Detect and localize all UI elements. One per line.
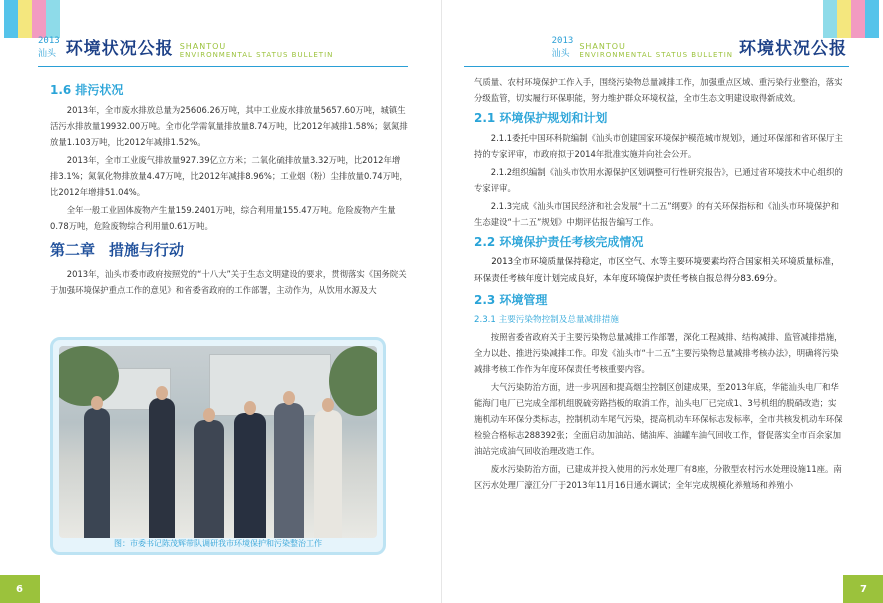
chapter-number: 第二章 (50, 241, 96, 259)
header-rule (38, 66, 408, 67)
section-title: 2.3 环境管理 (474, 293, 548, 307)
paragraph: 2013全市环境质量保持稳定，市区空气、水等主要环境要素均符合国家相关环境质量标准，环保责任考核年度计划完成良好，本年度环境保护责任考核自报总得分83.69分。 (474, 257, 840, 284)
section-title: 1.6 排污状况 (50, 83, 124, 97)
section-title: 2.2 环境保护责任考核完成情况 (474, 235, 644, 249)
subsection-title: 2.3.1 主要污染物控制及总量减排措施 (474, 315, 619, 325)
decorative-stripes (823, 0, 879, 38)
paragraph: 按照省委省政府关于主要污染物总量减排工作部署，深化工程减排、结构减排、监管减排措施，全力以赴、推进污染减排工作。印发《汕头市“十二五”主要污染物总量减排考核办法》，明确将污染减排考核工作作为年度环保责任考核重要内容。 (474, 332, 843, 374)
page-number: 6 (16, 584, 23, 595)
page-header (552, 34, 847, 64)
paragraph: 2013年，全市工业废气排放量927.39亿立方米；二氧化硫排放量3.32万吨，比2012年增排3.1%；氮氧化物排放量4.47万吨，比2012年减排8.96%；工业烟（粉）尘排放量0.74万吨，比2012年增排51.04%。 (50, 155, 408, 197)
header-city: 汕头 (551, 49, 570, 59)
header-en-subtitle: ENVIRONMENTAL STATUS BULLETIN (579, 51, 733, 59)
paragraph: 废水污染防治方面，已建成并投入使用的污水处理厂有8座，分散型农村污水处理设施11座。南区污水处理厂濠江分厂于2013年11月16日通水调试；全年完成规模化养殖场和养殖小 (474, 464, 842, 490)
section-title: 2.1 环境保护规划和计划 (474, 111, 608, 125)
paragraph: 大气污染防治方面，进一步巩固和提高烟尘控制区创建成果，至2013年底，华能汕头电厂和华能海门电厂已完成全部机组脱硫旁路挡板的取消工作，汕头电厂已完成1、3号机组的脱硝改造；实施机动车环保分类标志，控制机动车尾气污染，提高机动车环保标志发标率，全市共核发机动车环保检验合格标志288392张；全面启动加油站、储油库、油罐车油气回收工作，督促落实全市百余家加油站完成油气回收治理改造工作。 (474, 382, 843, 456)
photo-officials-inspection (59, 346, 377, 538)
header-city: 汕头 (38, 49, 57, 59)
header-year: 2013 (38, 36, 60, 46)
chapter-title: 措施与行动 (109, 241, 185, 259)
header-en-city: SHANTOU (579, 42, 626, 51)
paragraph: 2013年，汕头市委市政府按照党的“十八大”关于生态文明建设的要求，贯彻落实《国务院关于加强环境保护重点工作的意见》和省委省政府的工作部署，主动作为，从饮用水源及大 (50, 269, 407, 295)
header-title: 环境状况公报 (65, 39, 174, 59)
header-en-subtitle: ENVIRONMENTAL STATUS BULLETIN (179, 51, 334, 59)
paragraph: 2013年，全市废水排放总量为25606.26万吨，其中工业废水排放量5657.60万吨，城镇生活污水排放量19932.00万吨。全市化学需氧量排放量8.74万吨，比2012年减排1.58%；氨氮排放量1.103万吨，比2012年减排1.52%。 (50, 105, 408, 147)
header-title: 环境状况公报 (739, 39, 847, 59)
left-content (50, 82, 408, 300)
decorative-stripes (4, 0, 60, 38)
header-en-city: SHANTOU (179, 42, 227, 51)
page-header (38, 34, 333, 64)
paragraph: 全年一般工业固体废物产生量159.2401万吨，综合利用量155.47万吨。危险废物产生量0.78万吨，危险废物综合利用量0.61万吨。 (50, 205, 396, 231)
header-year: 2013 (551, 36, 574, 46)
photo-frame (50, 337, 386, 555)
left-page (0, 0, 441, 603)
photo-caption: 图：市委书记陈茂辉带队调研我市环境保护和污染整治工作 (114, 539, 322, 548)
header-rule (464, 66, 849, 67)
page-number: 7 (860, 584, 867, 595)
paragraph: 2.1.1委托中国环科院编制《汕头市创建国家环境保护模范城市规划》，通过环保部和省环保厅主持的专家评审，市政府拟于2014年批准实施并向社会公开。 (474, 133, 843, 159)
chapter-heading (50, 242, 408, 258)
paragraph: 2.1.3完成《汕头市国民经济和社会发展“十二五”纲要》的有关环保指标和《汕头市环境保护和生态建设“十二五”规划》中期评估报告编写工作。 (474, 201, 840, 227)
paragraph: 气质量、农村环境保护工作入手，围绕污染物总量减排工作，加强重点区域、重污染行业整治，落实分级监管，切实履行环保职能，努力维护群众环境权益，全市生态文明建设取得新成效。 (474, 77, 843, 103)
paragraph: 2.1.2组织编制《汕头市饮用水源保护区划调整可行性研究报告》，已通过省环境技术中心组织的专家评审。 (474, 167, 843, 193)
right-page (442, 0, 883, 603)
right-content (474, 74, 844, 495)
